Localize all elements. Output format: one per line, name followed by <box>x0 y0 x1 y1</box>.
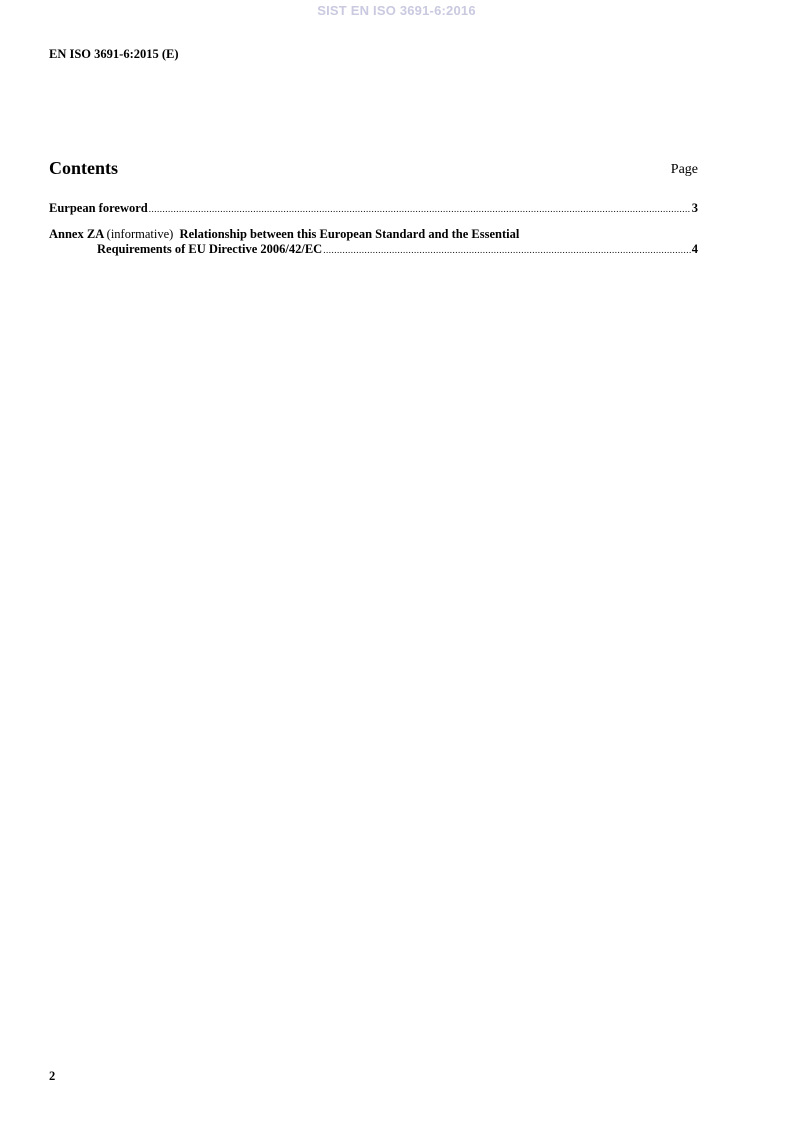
page-column-label: Page <box>670 162 698 177</box>
watermark: SIST EN ISO 3691-6:2016 <box>317 3 476 18</box>
footer-page-number: 2 <box>49 1069 56 1083</box>
toc-entry-page: 3 <box>691 201 698 215</box>
toc-annex-title-line2: Requirements of EU Directive 2006/42/EC <box>97 242 323 256</box>
toc-entry-title: Eurpean foreword <box>49 201 148 215</box>
toc-entry-annex-za[interactable] <box>49 227 698 258</box>
table-of-contents <box>49 201 698 268</box>
toc-leader-dots <box>149 202 691 217</box>
toc-entry-page: 4 <box>691 242 698 256</box>
toc-annex-title-line1: Relationship between this European Standard and the Essential <box>179 227 520 241</box>
document-identifier: EN ISO 3691-6:2015 (E) <box>49 47 179 61</box>
toc-annex-qualifier: (informative) <box>106 227 174 241</box>
contents-heading: Contents <box>49 158 119 178</box>
toc-annex-prefix: Annex ZA <box>49 227 104 241</box>
toc-entry-foreword[interactable] <box>49 201 698 217</box>
toc-leader-dots <box>323 243 691 258</box>
